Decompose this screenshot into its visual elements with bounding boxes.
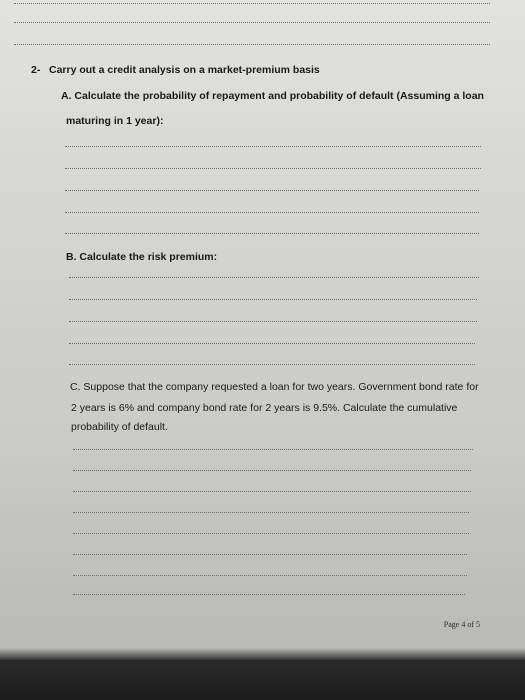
answer-line [73,491,471,492]
answer-line [14,3,490,4]
question-number: 2- [31,64,41,76]
part-c-prompt-line3: probability of default. [71,421,168,433]
answer-line [73,449,473,450]
part-c-prompt-line1: C. Suppose that the company requested a loan for two years. Government bond rate for [70,381,479,393]
answer-line [69,364,475,365]
part-a-prompt-line1: A. Calculate the probability of repayment and probability of default (Assuming a loan [61,90,484,102]
answer-line [14,22,490,23]
answer-line [65,233,479,234]
answer-line [73,594,465,595]
answer-line [69,321,477,322]
answer-line [69,299,477,300]
question-title: Carry out a credit analysis on a market-premium basis [49,64,320,76]
answer-line [14,44,490,45]
answer-line [69,277,479,278]
answer-line [65,146,481,147]
answer-line [73,470,471,471]
answer-line [65,212,479,213]
answer-line [65,168,481,169]
page-number: Page 4 of 5 [443,620,480,629]
desk-shadow [0,648,525,700]
answer-line [73,512,469,513]
part-c-prompt-line2: 2 years is 6% and company bond rate for 2 years is 9.5%. Calculate the cumulative [71,402,458,414]
part-b-prompt: B. Calculate the risk premium: [66,251,218,263]
answer-line [69,343,475,344]
answer-line [73,575,467,576]
answer-line [73,554,467,555]
answer-line [73,533,469,534]
answer-line [65,190,479,191]
part-a-prompt-line2: maturing in 1 year): [66,115,164,127]
